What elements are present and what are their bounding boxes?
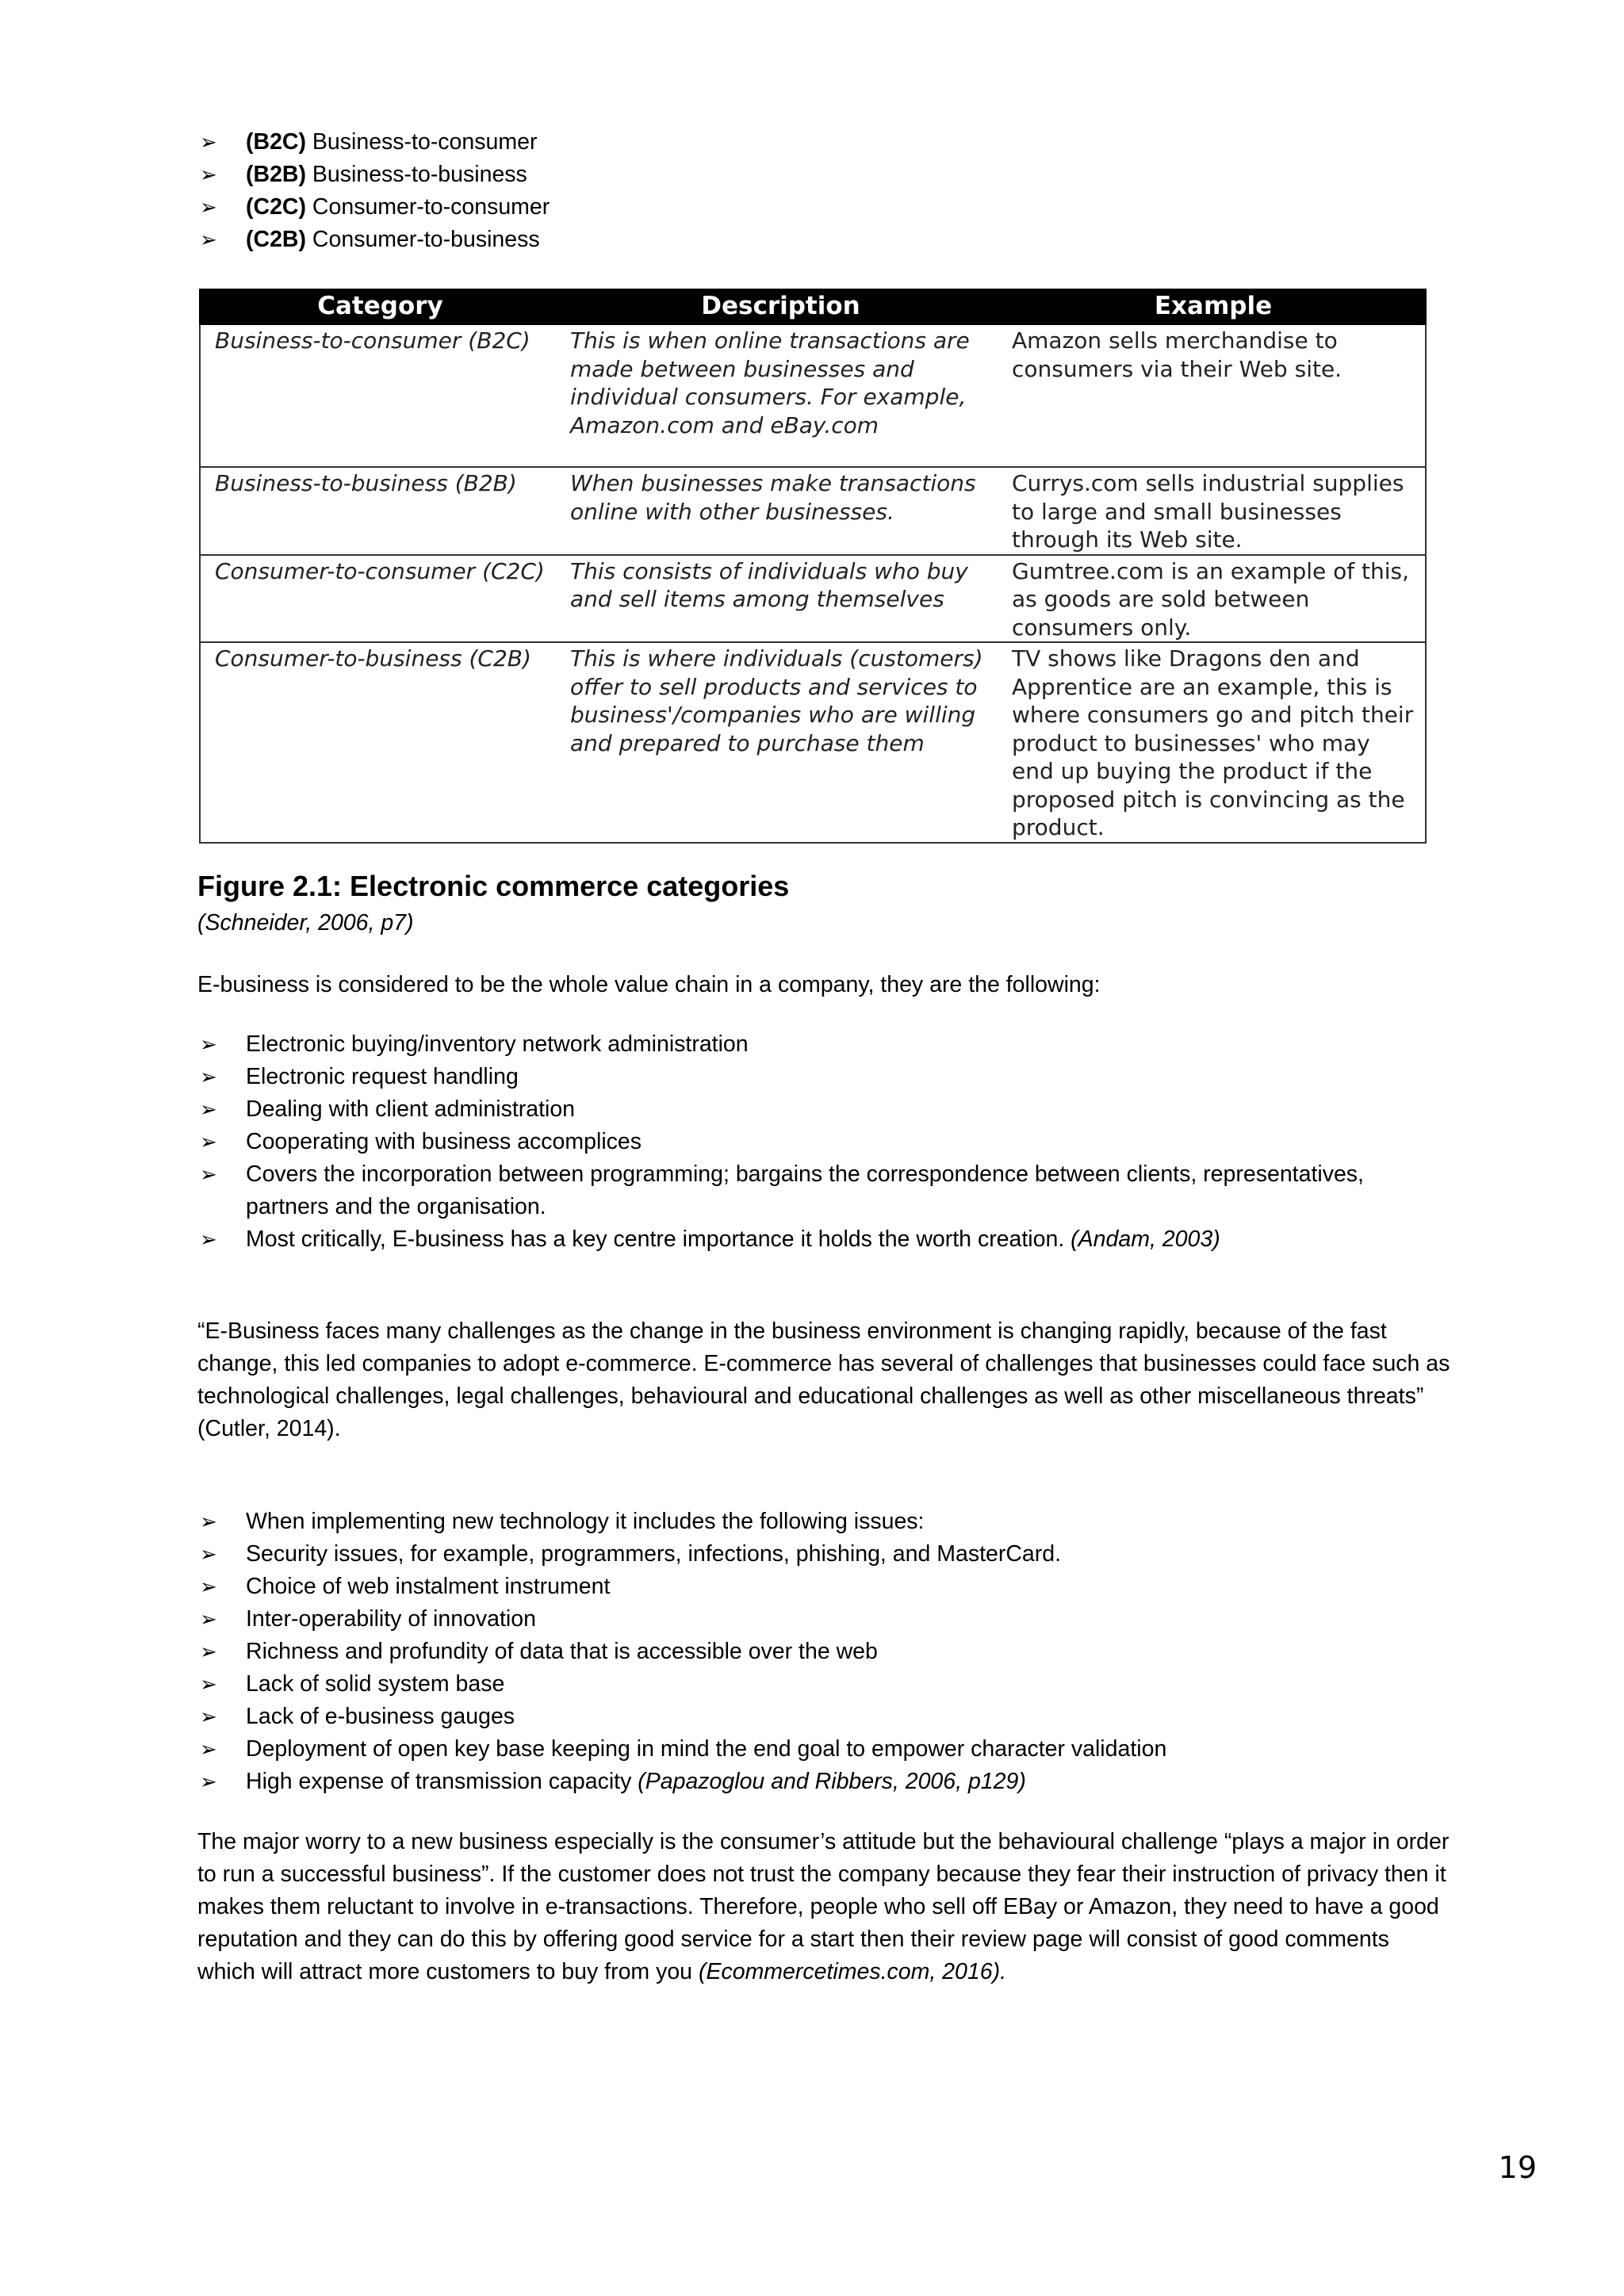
citation: (Ecommercetimes.com, 2016). [698,1959,1006,1984]
description-cell: This is where individuals (customers) offer to sell products and services to business'/companies who are willing and prepared to purchase them [561,642,1001,843]
arrow-bullet-icon: ➢ [200,1227,217,1251]
commerce-categories-table [199,289,1427,844]
quote-paragraph: “E-Business faces many challenges as the change in the business environment is changing rapidly, because of the fast change, this led companies to adopt e-commerce. E-commerce has several of challenges that businesses could face such as technological challenges, legal challenges, behavioural and educational challenges as well as other miscellaneous threats” (Cutler, 2014). [197,1318,1450,1441]
list-item: ➢ Deployment of open key base keeping in mind the end goal to empower character validation [198,1733,1404,1766]
category-cell: Consumer-to-business (C2B) [200,642,561,843]
list-item: ➢ Inter-operability of innovation [198,1603,1404,1636]
arrow-bullet-icon: ➢ [200,1065,217,1089]
category-cell: Consumer-to-consumer (C2C) [200,555,561,643]
list-item: ➢ Covers the incorporation between programming; bargains the correspondence between clients, representatives, partners and the organisation. [198,1158,1404,1223]
list-item: ➢ Security issues, for example, programmers, infections, phishing, and MasterCard. [198,1538,1404,1571]
arrow-bullet-icon: ➢ [200,195,217,219]
list-item: ➢ Lack of solid system base [198,1668,1404,1701]
category-cell: Business-to-consumer (B2C) [200,324,561,467]
arrow-bullet-icon: ➢ [200,1510,217,1533]
arrow-bullet-icon: ➢ [200,1705,217,1728]
column-header-category: Category [200,289,561,324]
list-item: ➢ When implementing new technology it includes the following issues: [198,1506,1404,1538]
list-item: ➢ Lack of e-business gauges [198,1701,1404,1733]
category-cell: Business-to-business (B2B) [200,467,561,555]
list-item: ➢ (B2B) Business-to-business [198,159,550,191]
arrow-bullet-icon: ➢ [200,163,217,186]
citation: (Papazoglou and Ribbers, 2006, p129) [638,1769,1026,1794]
arrow-bullet-icon: ➢ [200,1542,217,1566]
arrow-bullet-icon: ➢ [200,1575,217,1598]
example-cell: Gumtree.com is an example of this, as goods are sold between consumers only. [1001,555,1426,643]
description-cell: When businesses make transactions online with other businesses. [561,467,1001,555]
arrow-bullet-icon: ➢ [200,1737,217,1761]
column-header-example: Example [1001,289,1426,324]
list-item: ➢ (B2C) Business-to-consumer [198,126,550,159]
table-row [200,324,1426,467]
list-item: ➢ Most critically, E-business has a key centre importance it holds the worth creation. (Andam, 2003) [198,1223,1404,1256]
example-cell: TV shows like Dragons den and Apprentice are an example, this is where consumers go and pitch their product to businesses' who may end up buying the product if the proposed pitch is convincing as the product. [1001,642,1426,843]
list-item: ➢ (C2C) Consumer-to-consumer [198,191,550,224]
table-row [200,555,1426,643]
arrow-bullet-icon: ➢ [200,1607,217,1631]
example-cell: Amazon sells merchandise to consumers via their Web site. [1001,324,1426,467]
page-number: 19 [1498,2150,1537,2185]
column-header-description: Description [561,289,1001,324]
list-item: ➢ Dealing with client administration [198,1093,1404,1126]
table-row [200,467,1426,555]
table-header-row [200,289,1426,324]
ebusiness-intro-paragraph: E-business is considered to be the whole value chain in a company, they are the following: [197,972,1101,997]
list-item: ➢ Electronic buying/inventory network administration [198,1028,1404,1061]
list-item: ➢ High expense of transmission capacity (Papazoglou and Ribbers, 2006, p129) [198,1766,1404,1798]
arrow-bullet-icon: ➢ [200,1672,217,1696]
commerce-types-list [198,126,550,256]
arrow-bullet-icon: ➢ [200,130,217,154]
list-item: ➢ Electronic request handling [198,1061,1404,1093]
arrow-bullet-icon: ➢ [200,1032,217,1056]
arrow-bullet-icon: ➢ [200,1770,217,1793]
figure-citation: (Schneider, 2006, p7) [197,910,414,936]
figure-caption: Figure 2.1: Electronic commerce categories [197,870,790,902]
arrow-bullet-icon: ➢ [200,1640,217,1663]
list-item: ➢ Richness and profundity of data that is accessible over the web [198,1636,1404,1668]
list-item: ➢ Choice of web instalment instrument [198,1571,1404,1603]
citation: (Andam, 2003) [1071,1226,1220,1252]
ebusiness-value-chain-list [198,1028,1404,1256]
arrow-bullet-icon: ➢ [200,228,217,251]
arrow-bullet-icon: ➢ [200,1097,217,1121]
list-item: ➢ (C2B) Consumer-to-business [198,224,550,256]
technology-issues-list [198,1506,1404,1798]
arrow-bullet-icon: ➢ [200,1130,217,1154]
final-paragraph: The major worry to a new business especially is the consumer’s attitude but the behavioural challenge “plays a major in order to run a successful business”. If the customer does not trust the company because they fear their instruction of privacy then it makes them reluctant to involve in e-transactions. Therefore, people who sell off EBay or Amazon, they need to have a good reputation and they can do this by offering good service for a start then their review page will consist of good comments which will attract more customers to buy from you (Ecommercetimes.com, 2016). [197,1829,1450,1984]
description-cell: This consists of individuals who buy and sell items among themselves [561,555,1001,643]
list-item: ➢ Cooperating with business accomplices [198,1126,1404,1158]
example-cell: Currys.com sells industrial supplies to large and small businesses through its Web site. [1001,467,1426,555]
table-row [200,642,1426,843]
description-cell: This is when online transactions are made between businesses and individual consumers. For example, Amazon.com and eBay.com [561,324,1001,467]
arrow-bullet-icon: ➢ [200,1162,217,1186]
